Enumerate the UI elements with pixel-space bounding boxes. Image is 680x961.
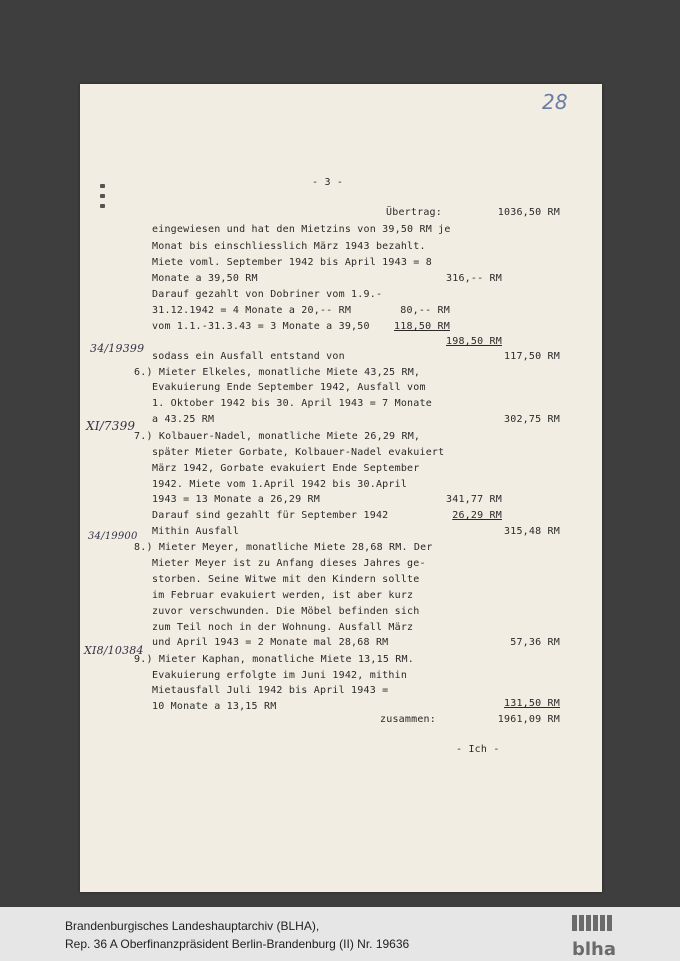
carry-over-amount: 1036,50 RM <box>497 207 560 218</box>
text-line: Darauf sind gezahlt für September 1942 <box>152 510 389 521</box>
archive-reference: Rep. 36 A Oberfinanzpräsident Berlin-Brandenburg (II) Nr. 19636 <box>65 937 410 951</box>
text-line: 8.) Mieter Meyer, monatliche Miete 28,68 RM. Der <box>134 542 433 553</box>
margin-note: 34/19399 <box>90 342 145 355</box>
text-line: Mietausfall Juli 1942 bis April 1943 = <box>152 685 389 696</box>
text-line: zuvor verschwunden. Die Möbel befinden sich <box>152 606 420 617</box>
text-line: storben. Seine Witwe mit den Kindern sollte <box>152 574 420 585</box>
text-line: Mieter Meyer ist zu Anfang dieses Jahres ge- <box>152 558 426 569</box>
subtotal-amount: 26,29 RM <box>452 510 502 521</box>
text-line: vom 1.1.-31.3.43 = 3 Monate a 39,50 <box>152 321 370 332</box>
text-line: 1942. Miete vom 1.April 1942 bis 30.April <box>152 479 408 490</box>
text-line: zum Teil noch in der Wohnung. Ausfall März <box>152 622 414 633</box>
archive-footer <box>0 907 680 961</box>
subtotal-amount: 80,-- RM <box>400 305 450 316</box>
text-line: Miete voml. September 1942 bis April 1943 = 8 <box>152 257 432 268</box>
text-line: Monate a 39,50 RM <box>152 273 258 284</box>
punch-mark <box>100 194 105 198</box>
total-amount: 1961,09 RM <box>497 714 560 725</box>
loss-amount: 315,48 RM <box>504 526 560 537</box>
total-label: zusammen: <box>380 714 436 725</box>
text-line: im Februar evakuiert werden, ist aber kurz <box>152 590 414 601</box>
text-line: Monat bis einschliesslich März 1943 bezahlt. <box>152 241 426 252</box>
blha-logo-text: blha <box>572 939 617 959</box>
loss-amount: 302,75 RM <box>504 414 560 425</box>
subtotal-amount: 341,77 RM <box>446 494 502 505</box>
text-line: Evakuierung Ende September 1942, Ausfall vom <box>152 382 426 393</box>
blha-logo <box>568 911 620 959</box>
punch-mark <box>100 184 105 188</box>
text-line: 10 Monate a 13,15 RM <box>152 701 277 712</box>
text-line: 9.) Mieter Kaphan, monatliche Miete 13,15 RM. <box>134 654 414 665</box>
subtotal-amount: 316,-- RM <box>446 273 502 284</box>
loss-amount: 57,36 RM <box>510 637 560 648</box>
text-line: Darauf gezahlt von Dobriner vom 1.9.- <box>152 289 383 300</box>
text-line: März 1942, Gorbate evakuiert Ende September <box>152 463 420 474</box>
folio-number: 28 <box>542 90 568 114</box>
loss-amount: 131,50 RM <box>504 698 560 709</box>
text-line: 6.) Mieter Elkeles, monatliche Miete 43,25 RM, <box>134 367 421 378</box>
text-line: und April 1943 = 2 Monate mal 28,68 RM <box>152 637 389 648</box>
text-line: eingewiesen und hat den Mietzins von 39,50 RM je <box>152 224 451 235</box>
text-line: 31.12.1942 = 4 Monate a 20,-- RM <box>152 305 352 316</box>
text-line: 1943 = 13 Monate a 26,29 RM <box>152 494 320 505</box>
punch-mark <box>100 204 105 208</box>
loss-amount: 117,50 RM <box>504 351 560 362</box>
margin-note: 34/19900 <box>88 531 138 542</box>
margin-note: XI/7399 <box>86 419 136 433</box>
document-page <box>80 84 602 892</box>
text-line: sodass ein Ausfall entstand von <box>152 351 345 362</box>
subtotal-amount: 118,50 RM <box>394 321 450 332</box>
text-line: a 43.25 RM <box>152 414 215 425</box>
page-number: - 3 - <box>312 177 344 188</box>
archive-name: Brandenburgisches Landeshauptarchiv (BLHA), <box>65 919 320 933</box>
text-line: Mithin Ausfall <box>152 526 240 537</box>
subtotal-amount: 198,50 RM <box>446 336 502 347</box>
continuation-word: - Ich - <box>456 744 500 755</box>
text-line: später Mieter Gorbate, Kolbauer-Nadel evakuiert <box>152 447 445 458</box>
text-line: Evakuierung erfolgte im Juni 1942, mithin <box>152 670 408 681</box>
text-line: 7.) Kolbauer-Nadel, monatliche Miete 26,29 RM, <box>134 431 421 442</box>
text-line: 1. Oktober 1942 bis 30. April 1943 = 7 Monate <box>152 398 432 409</box>
carry-over-label: Übertrag: <box>386 207 442 218</box>
margin-note: XI8/10384 <box>84 644 144 657</box>
